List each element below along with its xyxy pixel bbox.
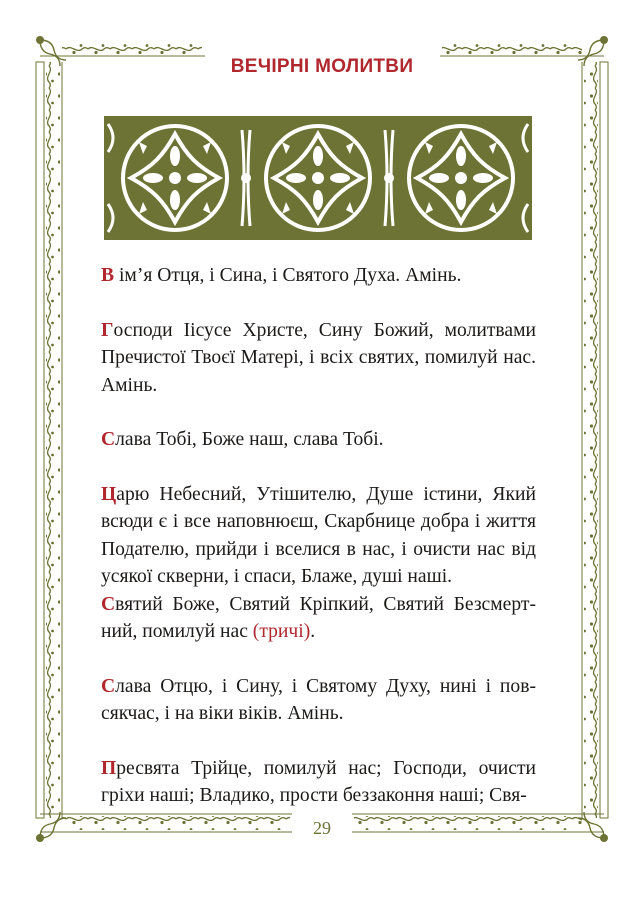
prayer-paragraph — [101, 755, 536, 810]
paragraph-text: ім’я Отця, і Сина, і Святого Духа. Амінь. — [114, 265, 462, 286]
paragraph-text: арю Небесний, Утішителю, Душе істини, Який всюди є і все наповнюєш, Скарбнице добра і життя Подателю, прийди і вселися в нас, і очисти нас від усякої скверни, і спаси, Блаже, душі наші. — [101, 483, 536, 587]
paragraph-text: осподи Іісусе Христе, Сину Божий, молитвами Пречистої Твоєї Матері, і всіх святих, помилуй нас. Амінь. — [101, 319, 536, 396]
paragraph-text: лава Отцю, і Сину, і Святому Духу, нині і повсякчас, і на віки віків. Амінь. — [101, 675, 536, 724]
paragraph-text: ресвята Трійце, помилуй нас; Господи, очисти гріхи наші; Владико, прости беззаконня наші; Свя- — [101, 757, 536, 806]
drop-initial: Ц — [101, 483, 117, 505]
drop-initial: С — [101, 593, 116, 615]
drop-initial: В — [101, 265, 115, 286]
drop-initial: Г — [101, 319, 114, 341]
knotwork-ornament-icon — [104, 116, 532, 240]
drop-initial: С — [101, 675, 116, 697]
prayer-paragraph — [101, 591, 536, 646]
page-number: 29 — [313, 818, 331, 838]
prayer-paragraph — [101, 317, 536, 400]
prayer-paragraph — [101, 426, 536, 454]
prayer-text — [101, 262, 536, 810]
paragraph-tail: . — [310, 621, 316, 642]
drop-initial: С — [101, 429, 116, 450]
prayer-paragraph — [101, 481, 536, 591]
rubric-note: (тричі) — [252, 621, 311, 642]
paragraph-text: лава Тобі, Боже наш, слава Тобі. — [115, 429, 384, 450]
prayer-paragraph — [101, 262, 536, 290]
drop-initial: П — [101, 757, 117, 779]
page-title: ВЕЧІРНІ МОЛИТВИ — [230, 56, 414, 77]
prayer-paragraph — [101, 673, 536, 728]
paragraph-text: вятий Боже, Святий Кріпкий, Святий Безсмертний, помилуй нас — [101, 593, 536, 642]
